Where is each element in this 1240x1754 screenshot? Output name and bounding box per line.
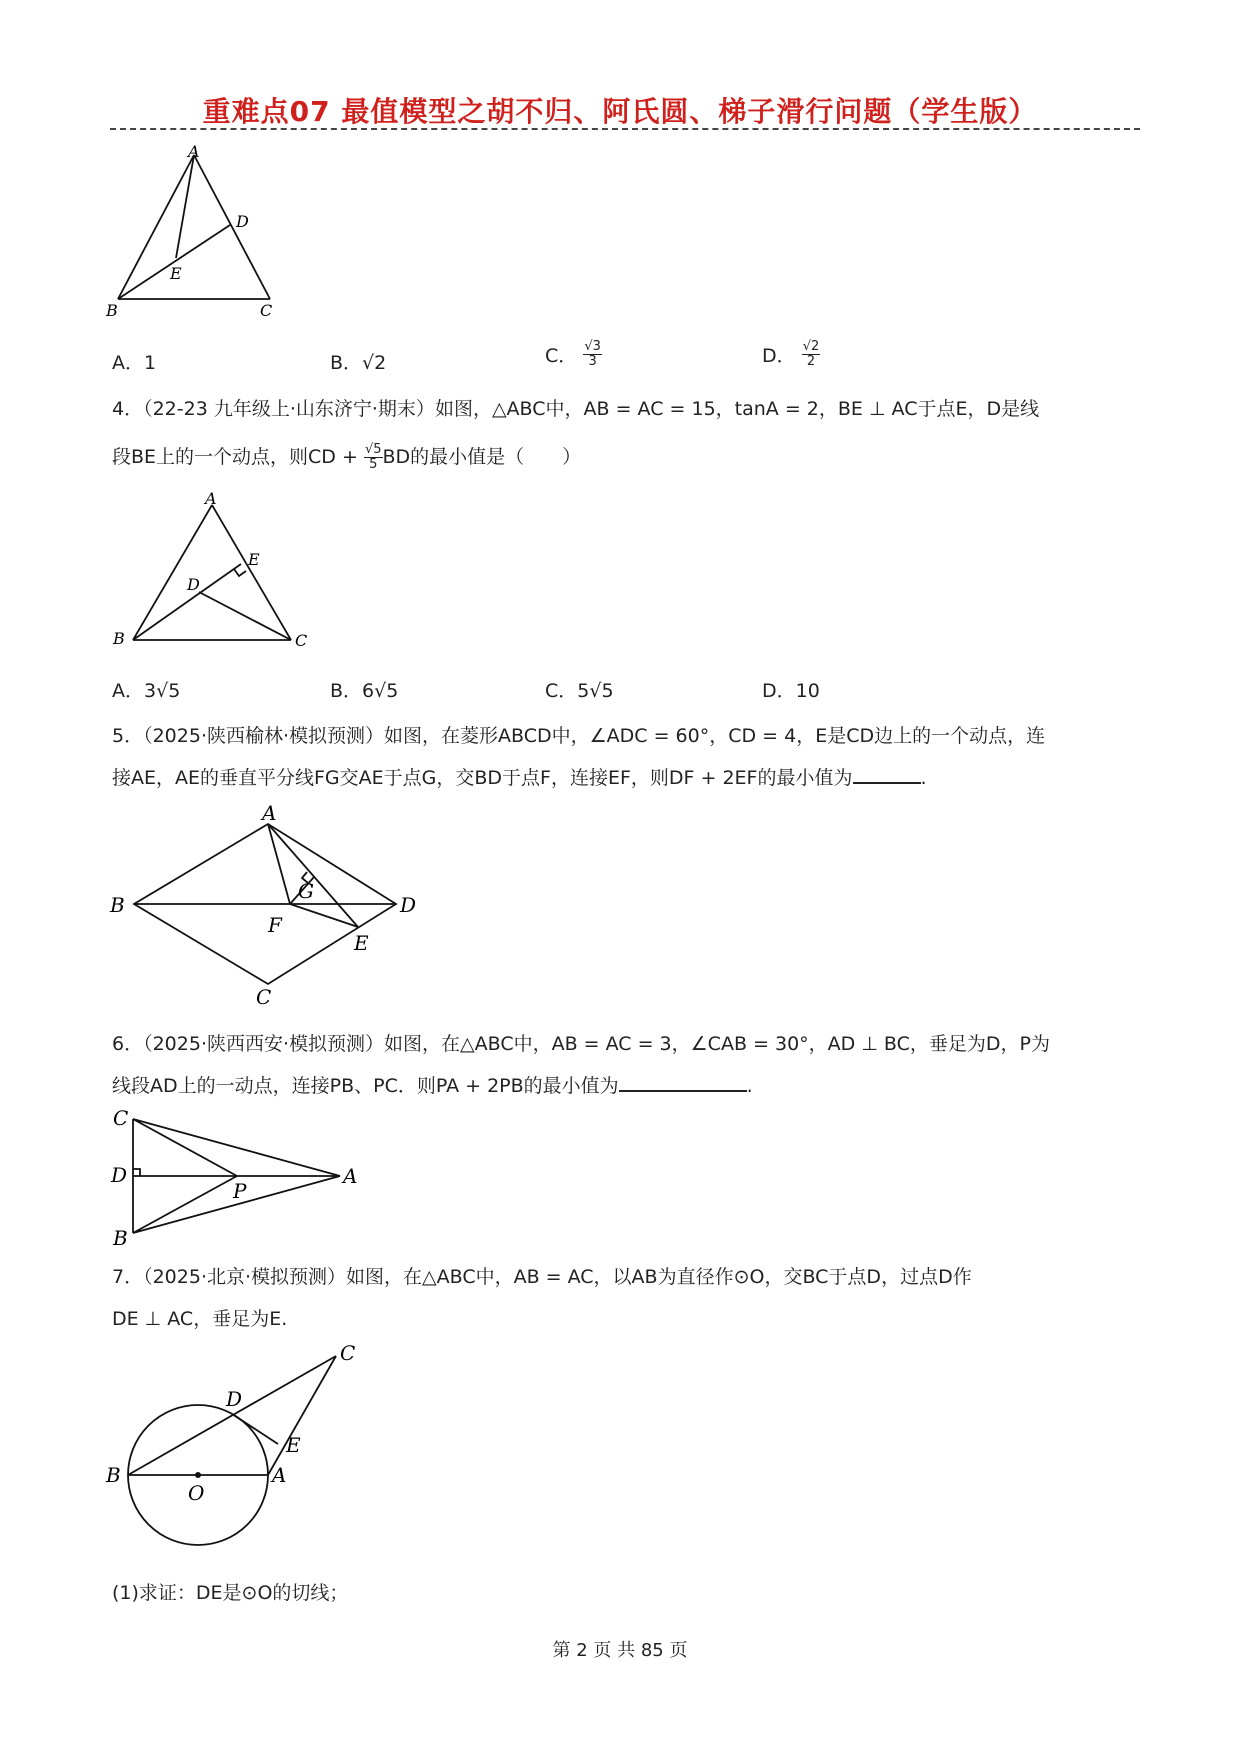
q7-stem-line2: DE ⊥ AC，垂足为E. [112, 1308, 288, 1330]
q6-stem-line2: 线段AD上的一动点，连接PB、PC．则PA + 2PB的最小值为 . [112, 1065, 1142, 1107]
q3-option-d[interactable]: D． $\frac{√2}{2}$ [762, 339, 820, 369]
q5-label-g: G [298, 879, 314, 903]
q4-stem-line2: 段BE上的一个动点，则CD + $\frac{√5}{5}$ BD的最小值是（ ） [112, 442, 582, 472]
q6-segment-pb [133, 1176, 237, 1233]
q6-label-p: P [233, 1179, 247, 1203]
q4-option-a[interactable]: A．3√5 [112, 680, 181, 702]
q7-center-point [195, 1472, 201, 1478]
q5-stem-line1: 5．（2025·陕西榆林·模拟预测）如图，在菱形ABCD中，∠ADC = 60°，CD = 4，E是CD边上的一个动点，连 [112, 725, 1046, 747]
q3-side-ac [194, 155, 270, 299]
q6-answer-blank[interactable] [619, 1072, 747, 1092]
q3-segment-bd [118, 225, 230, 299]
q7-stem-line1: 7．（2025·北京·模拟预测）如图，在△ABC中，AB = AC，以AB为直径作⊙O，交BC于点D，过点D作 [112, 1266, 972, 1288]
q6-segment-pc [133, 1119, 237, 1176]
q5-stem-line2: 接AE，AE的垂直平分线FG交AE于点G，交BD于点F，连接EF，则DF + 2EF的最小值为 . [112, 757, 1142, 799]
q6-side-ca [133, 1119, 340, 1176]
q4-label-c: C [295, 631, 308, 650]
q3-label-e: E [170, 264, 182, 283]
q3-figure [100, 145, 290, 325]
q3-label-a: A [188, 145, 200, 161]
q7-label-d: D [226, 1387, 243, 1411]
q7-segment-de [232, 1414, 278, 1444]
q6-figure [105, 1105, 375, 1250]
q4-side-ab [133, 505, 212, 640]
q5-answer-blank[interactable] [853, 764, 921, 784]
q7-label-b: B [106, 1463, 121, 1487]
q3-label-d: D [236, 212, 249, 231]
q6-label-d: D [111, 1163, 128, 1187]
q4-option-c[interactable]: C．5√5 [545, 680, 614, 702]
q6-label-a: A [343, 1164, 358, 1188]
q4-label-d: D [187, 575, 200, 594]
q5-label-d: D [400, 893, 417, 917]
q4-figure [105, 490, 325, 660]
q3-side-ab [118, 155, 194, 299]
page-footer: 第 2 页 共 85 页 [552, 1640, 688, 1661]
q3-option-c[interactable]: C． $\frac{√3}{3}$ [545, 339, 601, 369]
q4-label-a: A [205, 490, 217, 508]
q5-label-f: F [268, 913, 282, 937]
q6-label-c: C [113, 1106, 129, 1130]
q4-stem-line1: 4．（22-23 九年级上·山东济宁·期末）如图，△ABC中，AB = AC = 15，tanA = 2，BE ⊥ AC于点E，D是线 [112, 398, 1040, 420]
q4-label-b: B [113, 629, 125, 648]
q7-label-a: A [272, 1463, 287, 1487]
q5-label-c: C [256, 985, 272, 1005]
title-divider [110, 128, 1140, 130]
q5-label-a: A [262, 801, 277, 825]
q6-label-b: B [113, 1226, 128, 1250]
q3-label-b: B [106, 301, 118, 320]
page-title: 重难点07 最值模型之胡不归、阿氏圆、梯子滑行问题（学生版） [202, 95, 1038, 128]
q7-label-e: E [286, 1433, 301, 1457]
q4-right-angle-mark [234, 569, 246, 576]
q7-subquestion-1: (1)求证：DE是⊙O的切线； [112, 1582, 349, 1604]
q4-label-e: E [248, 550, 260, 569]
q7-side-ac [268, 1356, 336, 1475]
q3-option-a[interactable]: A．1 [112, 352, 157, 374]
q4-option-b[interactable]: B．6√5 [330, 680, 399, 702]
q7-figure [100, 1340, 380, 1565]
q6-stem-line1: 6．（2025·陕西西安·模拟预测）如图，在△ABC中，AB = AC = 3，∠CAB = 30°，AD ⊥ BC，垂足为D，P为 [112, 1033, 1050, 1055]
q7-label-c: C [340, 1341, 356, 1365]
q7-side-bc [128, 1356, 336, 1475]
q5-label-e: E [354, 931, 369, 955]
q3-option-b[interactable]: B．√2 [330, 352, 387, 374]
q4-option-d[interactable]: D．10 [762, 680, 820, 702]
q5-figure [100, 800, 440, 1005]
q7-label-o: O [188, 1481, 205, 1505]
q5-label-b: B [110, 893, 125, 917]
q6-right-angle-mark [133, 1169, 140, 1176]
q3-label-c: C [260, 301, 273, 320]
